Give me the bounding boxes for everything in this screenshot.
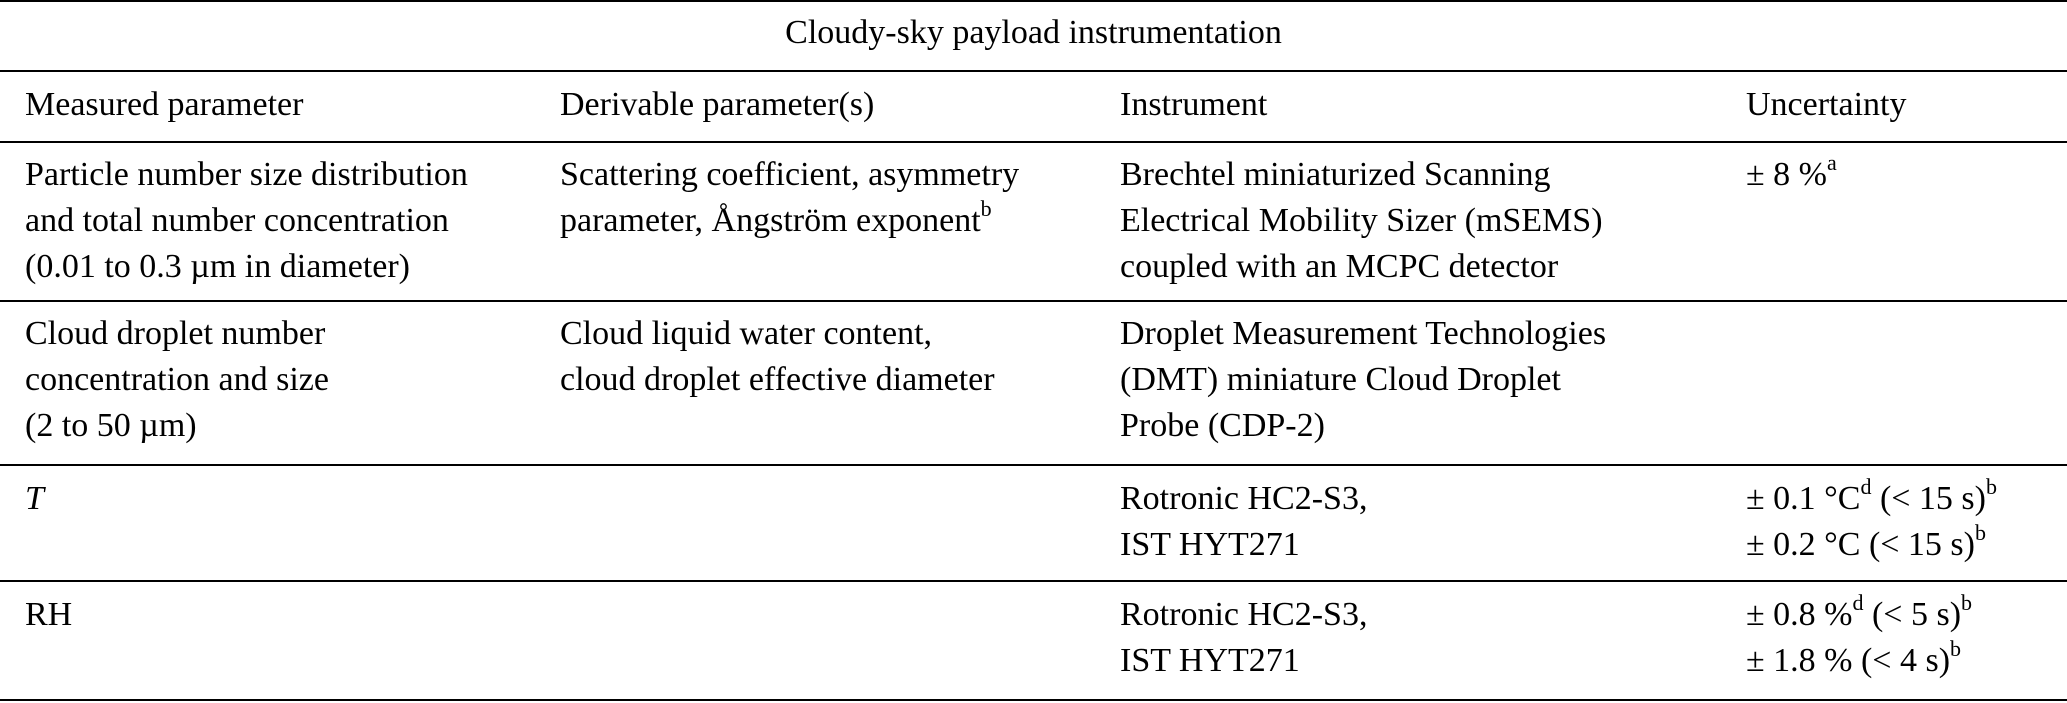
footnote-marker: a [1826,149,1837,175]
cell-measured: RH [25,596,73,633]
cell-measured: Particle number size distribution and total number concentration (0.01 to 0.3 µm in diameter) [25,156,468,285]
footnote-marker: b [1986,473,1997,499]
cell-uncertainty: ± 8 %$^a$ [1746,149,1837,193]
cell-instrument: Droplet Measurement Technologies (DMT) miniature Cloud Droplet Probe (CDP-2) [1120,315,1607,444]
cell-instrument: Brechtel miniaturized Scanning Electrical Mobility Sizer (mSEMS) coupled with an MCPC detector [1120,156,1603,285]
footnote-marker: b [1975,519,1986,545]
header-rule [0,141,2067,143]
top-rule [0,0,2067,2]
cell-measured: T [25,480,44,517]
bottom-rule [0,699,2067,701]
row-rule [0,464,2067,466]
cell-derivable: Cloud liquid water content, cloud droplet effective diameter [560,315,995,398]
row-rule [0,300,2067,302]
footnote-marker: b [1961,589,1973,615]
footnote-marker: d [1852,589,1864,615]
table-caption: Cloudy-sky payload instrumentation [785,14,1282,51]
cell-uncertainty: ± 0.1 $^\circ C^d$ (< 15 s)$^b$ ± 0.2 °C (< 15 s)$^b$ [1746,473,1997,563]
cell-measured: Cloud droplet number concentration and size (2 to 50 µm) [25,315,329,444]
header-uncertainty: Uncertainty [1746,86,1907,123]
header-instrument: Instrument [1120,86,1268,123]
header-derivable: Derivable parameter(s) [560,86,875,123]
header-measured: Measured parameter [25,86,304,123]
cell-instrument: Rotronic HC2-S3, IST HYT271 [1120,480,1368,563]
footnote-marker: b [980,195,992,221]
cell-derivable: Scattering coefficient, asymmetry parameter, Ångström exponent$^b$ [560,156,1020,239]
caption-rule [0,70,2067,72]
cell-uncertainty: ± 0.8 %$^d$ (< 5 s)$^b$ ± 1.8 % (< 4 s)$^b$ [1746,589,1973,679]
footnote-marker: d [1860,473,1872,499]
row-rule [0,580,2067,582]
footnote-marker: b [1950,635,1962,661]
cell-instrument: Rotronic HC2-S3, IST HYT271 [1120,596,1368,679]
